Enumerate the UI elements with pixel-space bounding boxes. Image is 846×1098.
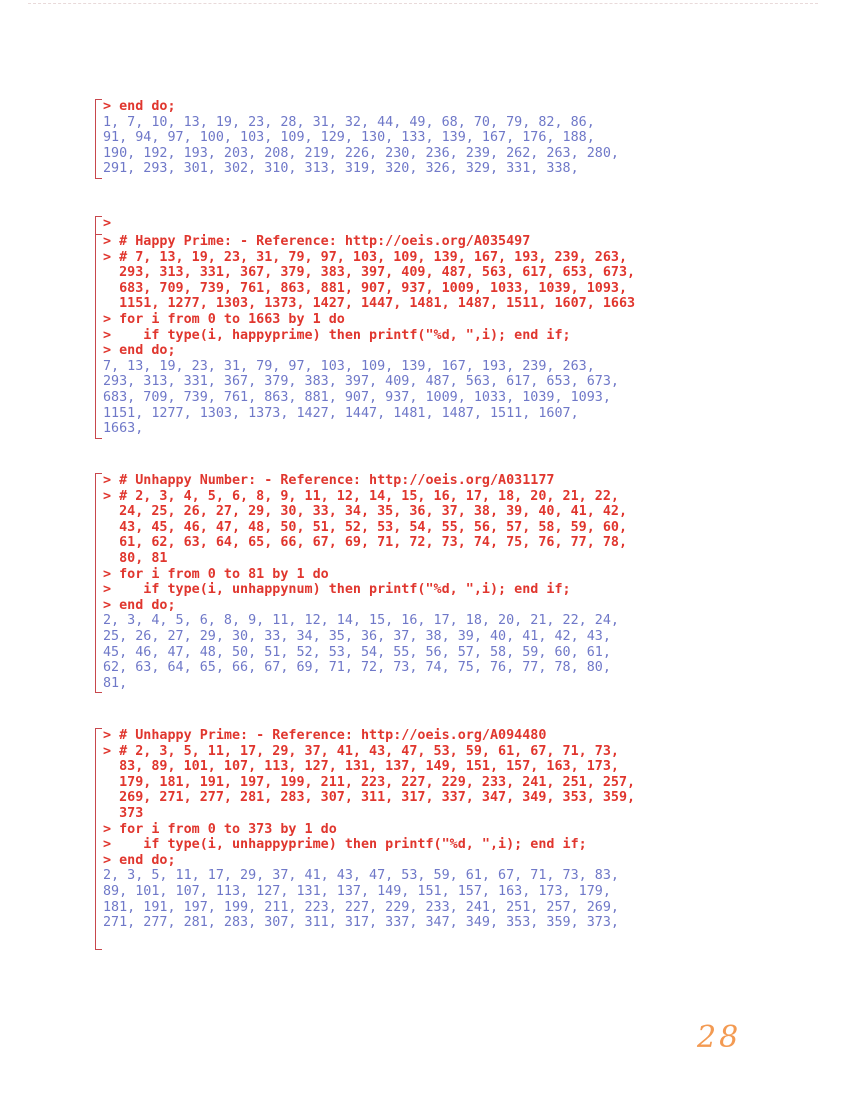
worksheet-group-happy-prime[interactable] bbox=[95, 234, 636, 439]
group-lines bbox=[103, 728, 635, 931]
worksheet-group-unhappy-number[interactable] bbox=[95, 473, 628, 693]
input-line[interactable]: > # 2, 3, 4, 5, 6, 8, 9, 11, 12, 14, 15, 16, 17, 18, 20, 21, 22, bbox=[103, 488, 619, 504]
group-lines bbox=[103, 234, 635, 437]
output-line: 291, 293, 301, 302, 310, 313, 319, 320, 326, 329, 331, 338, bbox=[103, 161, 579, 177]
output-line: 25, 26, 27, 29, 30, 33, 34, 35, 36, 37, 38, 39, 40, 41, 42, 43, bbox=[103, 628, 611, 644]
execution-group-bracket[interactable] bbox=[95, 99, 102, 179]
input-line[interactable]: 683, 709, 739, 761, 863, 881, 907, 937, 1009, 1033, 1039, 1093, bbox=[103, 280, 628, 296]
input-line[interactable]: 61, 62, 63, 64, 65, 66, 67, 69, 71, 72, 73, 74, 75, 76, 77, 78, bbox=[103, 535, 628, 551]
output-line: 1151, 1277, 1303, 1373, 1427, 1447, 1481, 1487, 1511, 1607, bbox=[103, 405, 579, 421]
execution-group-bracket[interactable] bbox=[95, 728, 102, 950]
input-line[interactable]: 83, 89, 101, 107, 113, 127, 131, 137, 149, 151, 157, 163, 173, bbox=[103, 759, 619, 775]
output-line: 2, 3, 4, 5, 6, 8, 9, 11, 12, 14, 15, 16, 17, 18, 20, 21, 22, 24, bbox=[103, 613, 619, 629]
top-rule bbox=[28, 3, 818, 4]
output-line: 293, 313, 331, 367, 379, 383, 397, 409, 487, 563, 617, 653, 673, bbox=[103, 374, 619, 390]
output-line: 181, 191, 197, 199, 211, 223, 227, 229, 233, 241, 251, 257, 269, bbox=[103, 899, 619, 915]
input-line[interactable]: 269, 271, 277, 281, 283, 307, 311, 317, 337, 347, 349, 353, 359, bbox=[103, 790, 636, 806]
input-line[interactable]: > # 2, 3, 5, 11, 17, 29, 37, 41, 43, 47, 53, 59, 61, 67, 71, 73, bbox=[103, 743, 619, 759]
worksheet-group-unhappy-prime[interactable] bbox=[95, 728, 636, 933]
output-line: 190, 192, 193, 203, 208, 219, 226, 230, 236, 239, 262, 263, 280, bbox=[103, 145, 619, 161]
output-line: 683, 709, 739, 761, 863, 881, 907, 937, 1009, 1033, 1039, 1093, bbox=[103, 389, 611, 405]
input-line[interactable]: > end do; bbox=[103, 597, 176, 613]
output-line: 271, 277, 281, 283, 307, 311, 317, 337, 347, 349, 353, 359, 373, bbox=[103, 915, 619, 931]
group-lines bbox=[103, 99, 619, 177]
output-line: 1, 7, 10, 13, 19, 23, 28, 31, 32, 44, 49, 68, 70, 79, 82, 86, bbox=[103, 114, 595, 130]
output-line: 45, 46, 47, 48, 50, 51, 52, 53, 54, 55, 56, 57, 58, 59, 60, 61, bbox=[103, 644, 611, 660]
input-line[interactable]: > # Unhappy Prime: - Reference: http://oeis.org/A094480 bbox=[103, 728, 547, 743]
worksheet-group-empty-prompt[interactable] bbox=[95, 216, 112, 234]
input-line[interactable]: > # 7, 13, 19, 23, 31, 79, 97, 103, 109, 139, 167, 193, 239, 263, bbox=[103, 249, 628, 265]
input-line[interactable]: > if type(i, happyprime) then printf("%d, ",i); end if; bbox=[103, 327, 571, 343]
output-line: 62, 63, 64, 65, 66, 67, 69, 71, 72, 73, 74, 75, 76, 77, 78, 80, bbox=[103, 660, 611, 676]
input-line[interactable]: 43, 45, 46, 47, 48, 50, 51, 52, 53, 54, 55, 56, 57, 58, 59, 60, bbox=[103, 519, 628, 535]
input-line[interactable]: 24, 25, 26, 27, 29, 30, 33, 34, 35, 36, 37, 38, 39, 40, 41, 42, bbox=[103, 504, 628, 520]
output-line: 2, 3, 5, 11, 17, 29, 37, 41, 43, 47, 53, 59, 61, 67, 71, 73, 83, bbox=[103, 868, 619, 884]
input-line[interactable]: > if type(i, unhappyprime) then printf("%d, ",i); end if; bbox=[103, 837, 587, 853]
input-line[interactable]: > end do; bbox=[103, 852, 176, 868]
input-line[interactable]: 1151, 1277, 1303, 1373, 1427, 1447, 1481, 1487, 1511, 1607, 1663 bbox=[103, 296, 636, 312]
worksheet-group-happy-number-output[interactable] bbox=[95, 99, 619, 179]
input-line[interactable]: > end do; bbox=[103, 99, 176, 114]
input-line[interactable]: > # Unhappy Number: - Reference: http://oeis.org/A031177 bbox=[103, 473, 555, 488]
execution-group-bracket[interactable] bbox=[95, 473, 102, 693]
output-line: 81, bbox=[103, 675, 128, 691]
input-line[interactable]: > bbox=[103, 216, 112, 231]
input-line[interactable]: 179, 181, 191, 197, 199, 211, 223, 227, 229, 233, 241, 251, 257, bbox=[103, 774, 636, 790]
input-line[interactable]: 373 bbox=[103, 805, 144, 821]
output-line: 1663, bbox=[103, 421, 144, 437]
input-line[interactable]: > for i from 0 to 373 by 1 do bbox=[103, 821, 337, 837]
input-line[interactable]: > end do; bbox=[103, 343, 176, 359]
group-lines bbox=[103, 216, 111, 232]
input-line[interactable]: 80, 81 bbox=[103, 550, 168, 566]
input-line[interactable]: 293, 313, 331, 367, 379, 383, 397, 409, 487, 563, 617, 653, 673, bbox=[103, 265, 636, 281]
output-line: 7, 13, 19, 23, 31, 79, 97, 103, 109, 139, 167, 193, 239, 263, bbox=[103, 358, 595, 374]
page-number: 28 bbox=[697, 1020, 742, 1055]
input-line[interactable]: > for i from 0 to 1663 by 1 do bbox=[103, 311, 345, 327]
output-line: 91, 94, 97, 100, 103, 109, 129, 130, 133, 139, 167, 176, 188, bbox=[103, 130, 595, 146]
group-lines bbox=[103, 473, 627, 691]
input-line[interactable]: > if type(i, unhappynum) then printf("%d, ",i); end if; bbox=[103, 582, 571, 598]
output-line: 89, 101, 107, 113, 127, 131, 137, 149, 151, 157, 163, 173, 179, bbox=[103, 883, 611, 899]
input-line[interactable]: > # Happy Prime: - Reference: http://oeis.org/A035497 bbox=[103, 234, 531, 249]
execution-group-bracket[interactable] bbox=[95, 234, 102, 439]
input-line[interactable]: > for i from 0 to 81 by 1 do bbox=[103, 566, 329, 582]
